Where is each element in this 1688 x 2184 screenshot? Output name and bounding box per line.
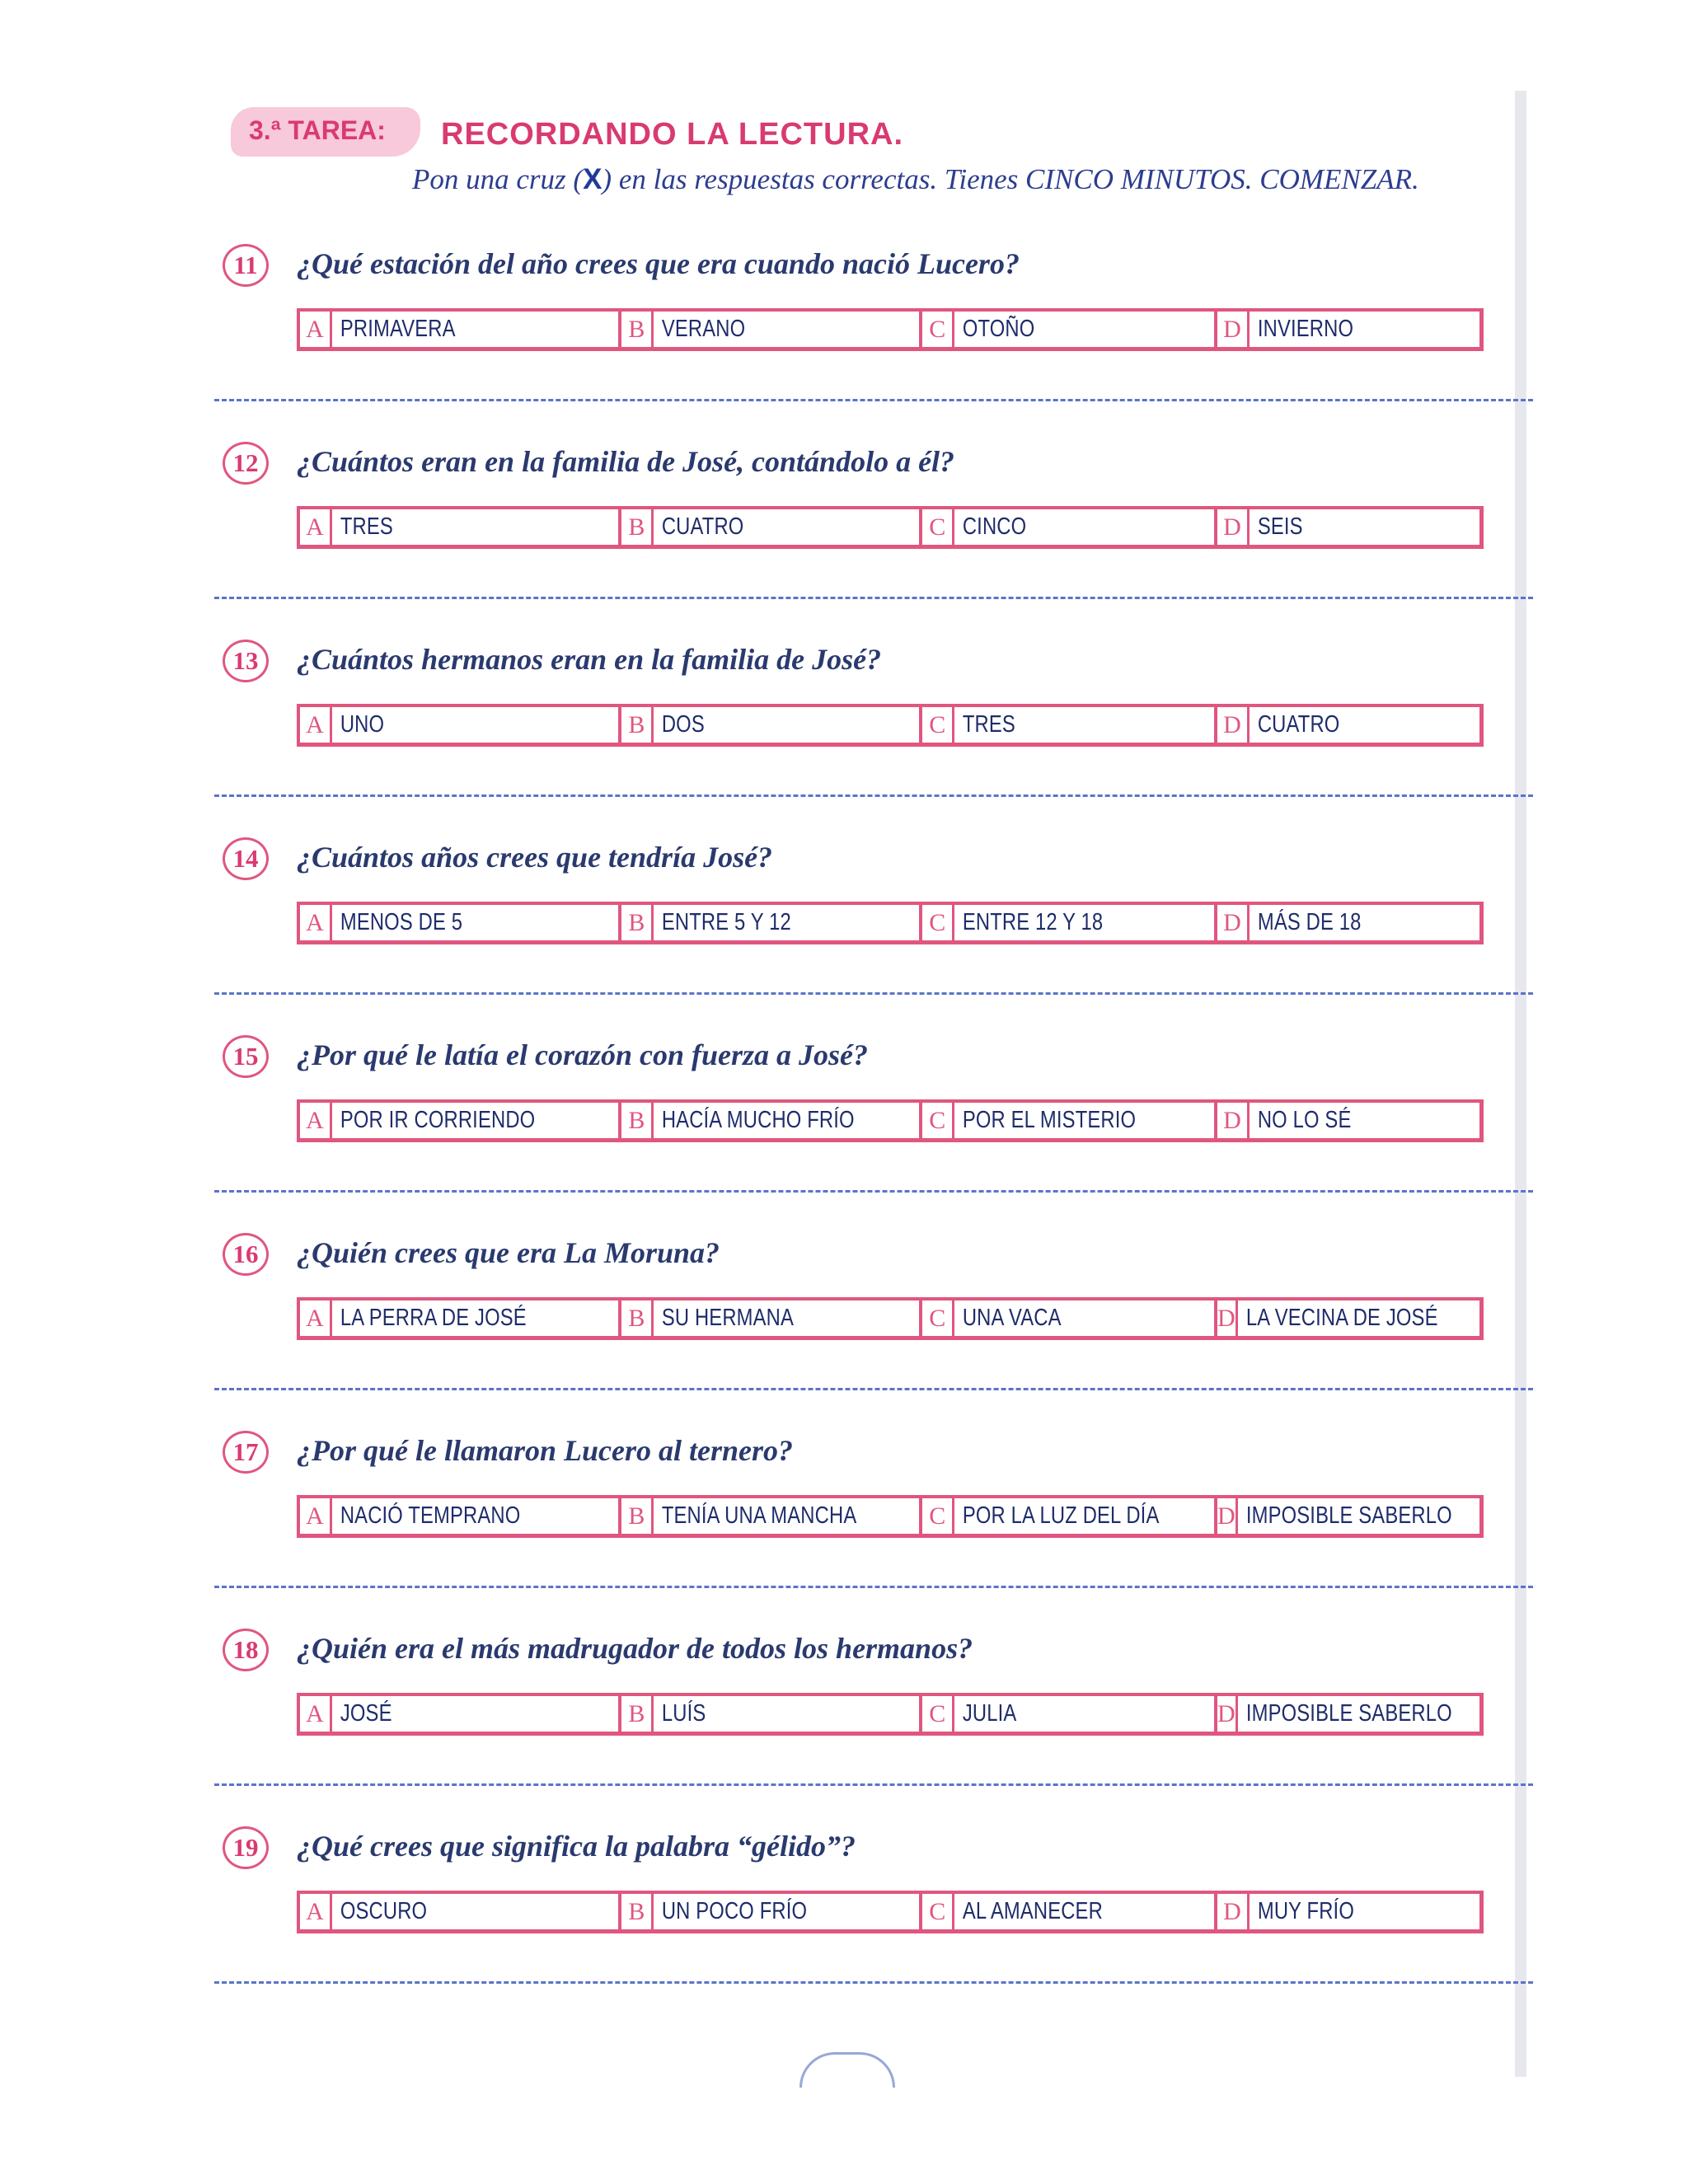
option-text: INVIERNO <box>1257 316 1354 342</box>
cross-mark: X <box>583 163 603 195</box>
option-letter: A <box>300 707 332 743</box>
option-letter: A <box>300 1696 332 1732</box>
option-c[interactable] <box>919 312 1214 347</box>
option-letter: B <box>621 1498 654 1534</box>
option-text: UNO <box>340 711 385 738</box>
option-text: SU HERMANA <box>662 1305 795 1331</box>
option-b[interactable] <box>618 905 919 940</box>
option-letter: D <box>1217 1696 1238 1732</box>
option-letter: A <box>300 1301 332 1336</box>
option-text: LA PERRA DE JOSÉ <box>340 1305 527 1331</box>
option-text: CUATRO <box>1257 711 1340 738</box>
option-d[interactable] <box>1214 1894 1479 1929</box>
question-text: ¿Por qué le llamaron Lucero al ternero? <box>297 1434 793 1467</box>
option-letter: C <box>922 707 954 743</box>
answer-options <box>297 1297 1484 1340</box>
instructions <box>412 163 1419 196</box>
question-16 <box>223 1233 1517 1431</box>
answer-options <box>297 704 1484 747</box>
option-text: MUY FRÍO <box>1257 1898 1354 1924</box>
option-text: IMPOSIBLE SABERLO <box>1245 1700 1452 1727</box>
task-label-highlight <box>231 107 420 157</box>
option-text: CUATRO <box>662 513 744 540</box>
option-a[interactable] <box>300 1301 618 1336</box>
option-text: JULIA <box>963 1700 1017 1727</box>
option-b[interactable] <box>618 509 919 545</box>
option-text: TRES <box>340 513 393 540</box>
dashed-separator <box>214 399 1533 401</box>
option-letter: B <box>621 1103 654 1138</box>
option-letter: B <box>621 509 654 545</box>
option-c[interactable] <box>919 905 1214 940</box>
question-text: ¿Por qué le latía el corazón con fuerza a José? <box>297 1038 868 1071</box>
question-14 <box>223 837 1517 1035</box>
option-d[interactable] <box>1214 1498 1479 1534</box>
option-a[interactable] <box>300 905 618 940</box>
question-12 <box>223 442 1517 640</box>
option-b[interactable] <box>618 1498 919 1534</box>
question-text: ¿Qué estación del año crees que era cuando nació Lucero? <box>297 247 1020 280</box>
question-19 <box>223 1826 1517 2024</box>
option-letter: B <box>621 1696 654 1732</box>
option-text: MENOS DE 5 <box>340 909 463 935</box>
option-d[interactable] <box>1214 509 1479 545</box>
instructions-after: ) en las respuestas correctas. Tienes CINCO MINUTOS. COMENZAR. <box>602 163 1419 195</box>
option-a[interactable] <box>300 1103 618 1138</box>
answer-options <box>297 308 1484 351</box>
option-text: OTOÑO <box>963 316 1035 342</box>
question-number: 13 <box>223 640 269 682</box>
option-d[interactable] <box>1214 1103 1479 1138</box>
option-letter: C <box>922 509 954 545</box>
question-number: 15 <box>223 1035 269 1078</box>
question-text: ¿Quién era el más madrugador de todos los hermanos? <box>297 1632 973 1665</box>
option-letter: A <box>300 1894 332 1929</box>
option-c[interactable] <box>919 1498 1214 1534</box>
option-c[interactable] <box>919 509 1214 545</box>
option-b[interactable] <box>618 1301 919 1336</box>
question-number: 18 <box>223 1629 269 1671</box>
option-letter: C <box>922 905 954 940</box>
option-letter: D <box>1217 707 1250 743</box>
option-c[interactable] <box>919 1103 1214 1138</box>
option-letter: B <box>621 1894 654 1929</box>
option-letter: B <box>621 707 654 743</box>
question-text: ¿Quién crees que era La Moruna? <box>297 1236 720 1269</box>
option-text: AL AMANECER <box>963 1898 1104 1924</box>
option-letter: D <box>1217 905 1250 940</box>
question-number: 14 <box>223 837 269 880</box>
option-letter: C <box>922 1301 954 1336</box>
answer-options <box>297 1099 1484 1142</box>
option-a[interactable] <box>300 509 618 545</box>
option-letter: D <box>1217 1301 1238 1336</box>
option-a[interactable] <box>300 1894 618 1929</box>
answer-options <box>297 1693 1484 1736</box>
option-text: UNA VACA <box>963 1305 1062 1331</box>
dashed-separator <box>214 1190 1533 1193</box>
option-text: ENTRE 12 Y 18 <box>963 909 1104 935</box>
option-d[interactable] <box>1214 1696 1479 1732</box>
option-c[interactable] <box>919 1696 1214 1732</box>
option-text: NO LO SÉ <box>1257 1107 1352 1133</box>
dashed-separator <box>214 794 1533 797</box>
option-text: HACÍA MUCHO FRÍO <box>662 1107 856 1133</box>
option-text: LA VECINA DE JOSÉ <box>1245 1305 1438 1331</box>
option-letter: D <box>1217 1894 1250 1929</box>
option-text: CINCO <box>963 513 1027 540</box>
option-text: JOSÉ <box>340 1700 392 1727</box>
option-letter: C <box>922 1696 954 1732</box>
option-text: ENTRE 5 Y 12 <box>662 909 792 935</box>
option-letter: C <box>922 312 954 347</box>
option-letter: C <box>922 1103 954 1138</box>
question-text: ¿Cuántos hermanos eran en la familia de José? <box>297 643 882 676</box>
question-11 <box>223 244 1517 442</box>
instructions-before: Pon una cruz ( <box>412 163 584 195</box>
option-d[interactable] <box>1214 707 1479 743</box>
dashed-separator <box>214 597 1533 599</box>
question-13 <box>223 640 1517 837</box>
option-text: OSCURO <box>340 1898 428 1924</box>
option-text: IMPOSIBLE SABERLO <box>1245 1502 1452 1529</box>
question-text: ¿Qué crees que significa la palabra “gélido”? <box>297 1830 856 1863</box>
option-b[interactable] <box>618 1894 919 1929</box>
answer-options <box>297 506 1484 549</box>
question-text: ¿Cuántos eran en la familia de José, contándolo a él? <box>297 445 955 478</box>
option-text: SEIS <box>1257 513 1303 540</box>
option-b[interactable] <box>618 312 919 347</box>
answer-options <box>297 1891 1484 1933</box>
option-text: MÁS DE 18 <box>1257 909 1362 935</box>
option-d[interactable] <box>1214 905 1479 940</box>
option-a[interactable] <box>300 1696 618 1732</box>
option-letter: A <box>300 1103 332 1138</box>
dashed-separator <box>214 1586 1533 1588</box>
option-a[interactable] <box>300 312 618 347</box>
question-text: ¿Cuántos años crees que tendría José? <box>297 841 773 874</box>
option-text: PRIMAVERA <box>340 316 456 342</box>
option-a[interactable] <box>300 707 618 743</box>
question-number: 12 <box>223 442 269 485</box>
question-15 <box>223 1035 1517 1233</box>
option-b[interactable] <box>618 1103 919 1138</box>
option-c[interactable] <box>919 707 1214 743</box>
option-d[interactable] <box>1214 1301 1479 1336</box>
answer-options <box>297 902 1484 944</box>
option-d[interactable] <box>1214 312 1479 347</box>
option-letter: A <box>300 509 332 545</box>
dashed-separator <box>214 1388 1533 1390</box>
option-c[interactable] <box>919 1894 1214 1929</box>
option-text: POR EL MISTERIO <box>963 1107 1137 1133</box>
question-number: 19 <box>223 1826 269 1869</box>
question-17 <box>223 1431 1517 1629</box>
option-letter: A <box>300 905 332 940</box>
question-number: 16 <box>223 1233 269 1276</box>
option-text: NACIÓ TEMPRANO <box>340 1502 521 1529</box>
option-letter: A <box>300 1498 332 1534</box>
answer-options <box>297 1495 1484 1538</box>
option-letter: B <box>621 312 654 347</box>
question-number: 17 <box>223 1431 269 1474</box>
option-letter: B <box>621 905 654 940</box>
dashed-separator <box>214 1981 1533 1984</box>
question-number: 11 <box>223 244 269 287</box>
option-text: VERANO <box>662 316 746 342</box>
option-b[interactable] <box>618 1696 919 1732</box>
dashed-separator <box>214 992 1533 995</box>
question-18 <box>223 1629 1517 1826</box>
option-text: POR LA LUZ DEL DÍA <box>963 1502 1160 1529</box>
option-letter: D <box>1217 1498 1238 1534</box>
option-letter: B <box>621 1301 654 1336</box>
option-letter: C <box>922 1894 954 1929</box>
task-title: RECORDANDO LA LECTURA. <box>441 117 904 152</box>
option-text: TRES <box>963 711 1016 738</box>
task-label: 3.ª TAREA: <box>249 115 386 145</box>
option-text: LUÍS <box>662 1700 706 1727</box>
option-letter: A <box>300 312 332 347</box>
option-text: TENÍA UNA MANCHA <box>662 1502 857 1529</box>
option-b[interactable] <box>618 707 919 743</box>
option-letter: D <box>1217 1103 1250 1138</box>
option-text: DOS <box>662 711 706 738</box>
option-letter: C <box>922 1498 954 1534</box>
option-c[interactable] <box>919 1301 1214 1336</box>
option-text: UN POCO FRÍO <box>662 1898 808 1924</box>
option-text: POR IR CORRIENDO <box>340 1107 536 1133</box>
option-a[interactable] <box>300 1498 618 1534</box>
option-letter: D <box>1217 509 1250 545</box>
dashed-separator <box>214 1783 1533 1786</box>
option-letter: D <box>1217 312 1250 347</box>
